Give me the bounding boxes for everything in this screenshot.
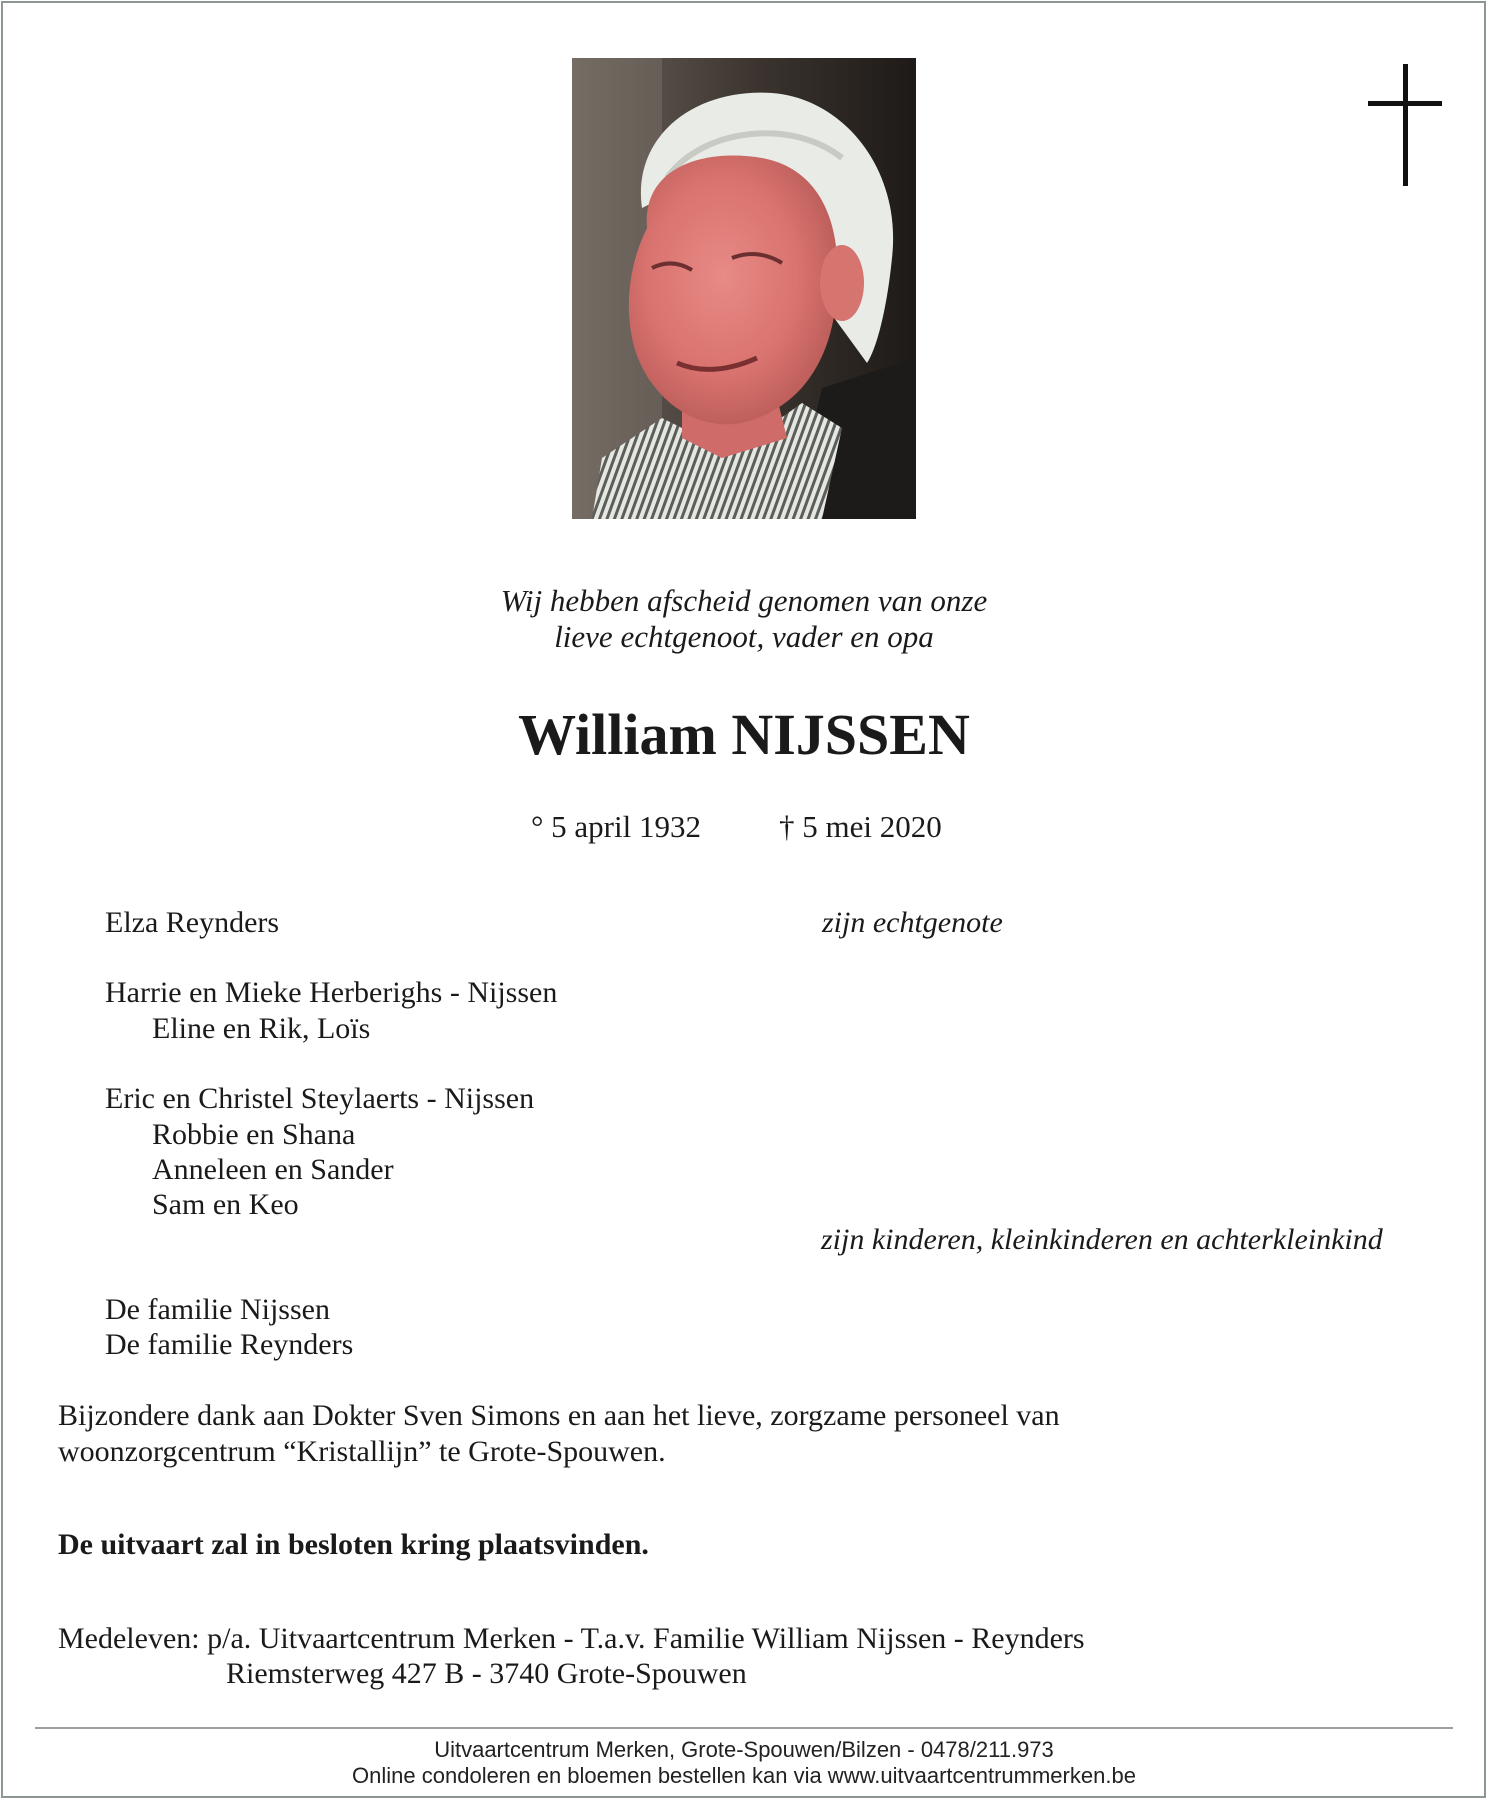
- footer-line-1: Uitvaartcentrum Merken, Grote-Spouwen/Bilzen - 0478/211.973: [434, 1737, 1054, 1762]
- thanks-line-1: Bijzondere dank aan Dokter Sven Simons en aan het lieve, zorgzame personeel van: [58, 1399, 1060, 1432]
- children-role: zijn kinderen, kleinkinderen en achterkleinkind: [821, 1223, 1383, 1256]
- spouse-name: Elza Reynders: [105, 906, 280, 939]
- intro-line-1: Wij hebben afscheid genomen van onze: [500, 583, 988, 618]
- footer-divider: [35, 1727, 1453, 1729]
- grandchild-line: Sam en Keo: [152, 1188, 299, 1221]
- grandchild-line: Eline en Rik, Loïs: [152, 1012, 371, 1045]
- relatives-line: De familie Nijssen: [105, 1293, 330, 1326]
- portrait-photo: [572, 58, 916, 519]
- intro-line-2: lieve echtgenoot, vader en opa: [554, 619, 934, 654]
- thanks-line-2: woonzorgcentrum “Kristallijn” te Grote-Spouwen.: [58, 1435, 666, 1468]
- condolences-address: Riemsterweg 427 B - 3740 Grote-Spouwen: [226, 1657, 747, 1690]
- intro-text: [0, 583, 1488, 655]
- relatives-line: De familie Reynders: [105, 1328, 354, 1361]
- spouse-role: zijn echtgenote: [822, 906, 1003, 939]
- deceased-name: William NIJSSEN: [518, 702, 970, 767]
- death-date: † 5 mei 2020: [779, 809, 942, 844]
- condolences-line-1: Medeleven: p/a. Uitvaartcentrum Merken - T.a.v. Familie William Nijssen - Reynders: [58, 1622, 1085, 1655]
- child-family-2: Eric en Christel Steylaerts - Nijssen: [105, 1082, 535, 1115]
- cross-icon: [1368, 64, 1442, 186]
- grandchild-line: Robbie en Shana: [152, 1118, 356, 1151]
- funeral-note: De uitvaart zal in besloten kring plaatsvinden.: [58, 1528, 649, 1561]
- grandchild-line: Anneleen en Sander: [152, 1153, 394, 1186]
- birth-date: ° 5 april 1932: [531, 809, 701, 844]
- child-family-1: Harrie en Mieke Herberighs - Nijssen: [105, 976, 558, 1009]
- footer-line-2: Online condoleren en bloemen bestellen kan via www.uitvaartcentrummerken.be: [352, 1763, 1136, 1788]
